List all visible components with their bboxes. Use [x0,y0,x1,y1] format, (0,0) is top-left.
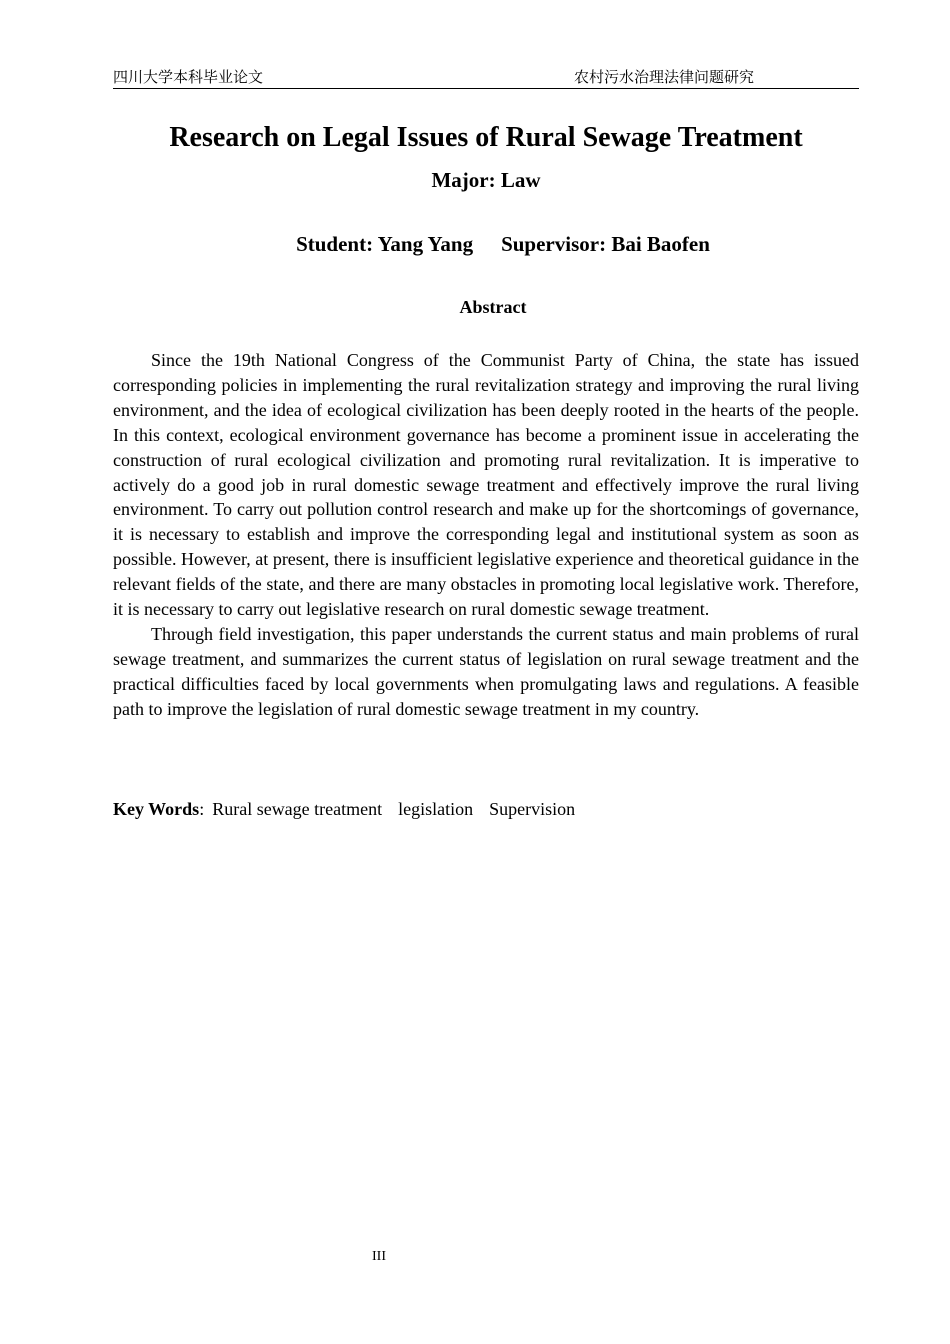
keywords-separator: : [199,799,205,819]
keywords-line [113,797,859,821]
abstract-paragraph: Since the 19th National Congress of the Communist Party of China, the state has issued corresponding policies in implementing the rural revitalization strategy and improving the rural living environment, and the idea of ecological civilization has been deeply rooted in the hearts of the people. In this context, ecological environment governance has become a prominent issue in accelerating the construction of rural ecological civilization and promoting rural revitalization. It is imperative to actively do a good job in rural domestic sewage treatment and effectively improve the rural living environment. To carry out pollution control research and make up for the shortcomings of governance, it is necessary to establish and improve the corresponding legal and institutional system as soon as possible. However, at present, there is insufficient legislative experience and theoretical guidance in the relevant fields of the state, and there are many obstacles in promoting local legislative work. Therefore, it is necessary to carry out legislative research on rural domestic sewage treatment. [113,350,859,620]
keywords-label: Key Words [113,799,200,819]
abstract-body [113,348,859,722]
keyword-item: Supervision [489,799,576,819]
keyword-item: legislation [398,799,474,819]
student-name: Student: Yang Yang [296,232,474,256]
header-thesis-label: 四川大学本科毕业论文 [113,68,264,86]
author-line [113,230,893,258]
supervisor-name: Supervisor: Bai Baofen [501,232,710,256]
header-thesis-title: 农村污水治理法律问题研究 [574,68,755,86]
keyword-item: Rural sewage treatment [212,799,383,819]
thesis-title: Research on Legal Issues of Rural Sewage Treatment [169,122,803,153]
major-line: Major: Law [431,168,541,192]
page-number: III [372,1249,386,1264]
abstract-paragraph: Through field investigation, this paper understands the current status and main problems of rural sewage treatment, and summarizes the current status of legislation on rural sewage treatment and the practical difficulties faced by local governments when promulgating laws and regulations. A feasible path to improve the legislation of rural domestic sewage treatment in my country. [113,623,859,719]
page-header [113,66,859,89]
abstract-heading: Abstract [459,297,527,317]
